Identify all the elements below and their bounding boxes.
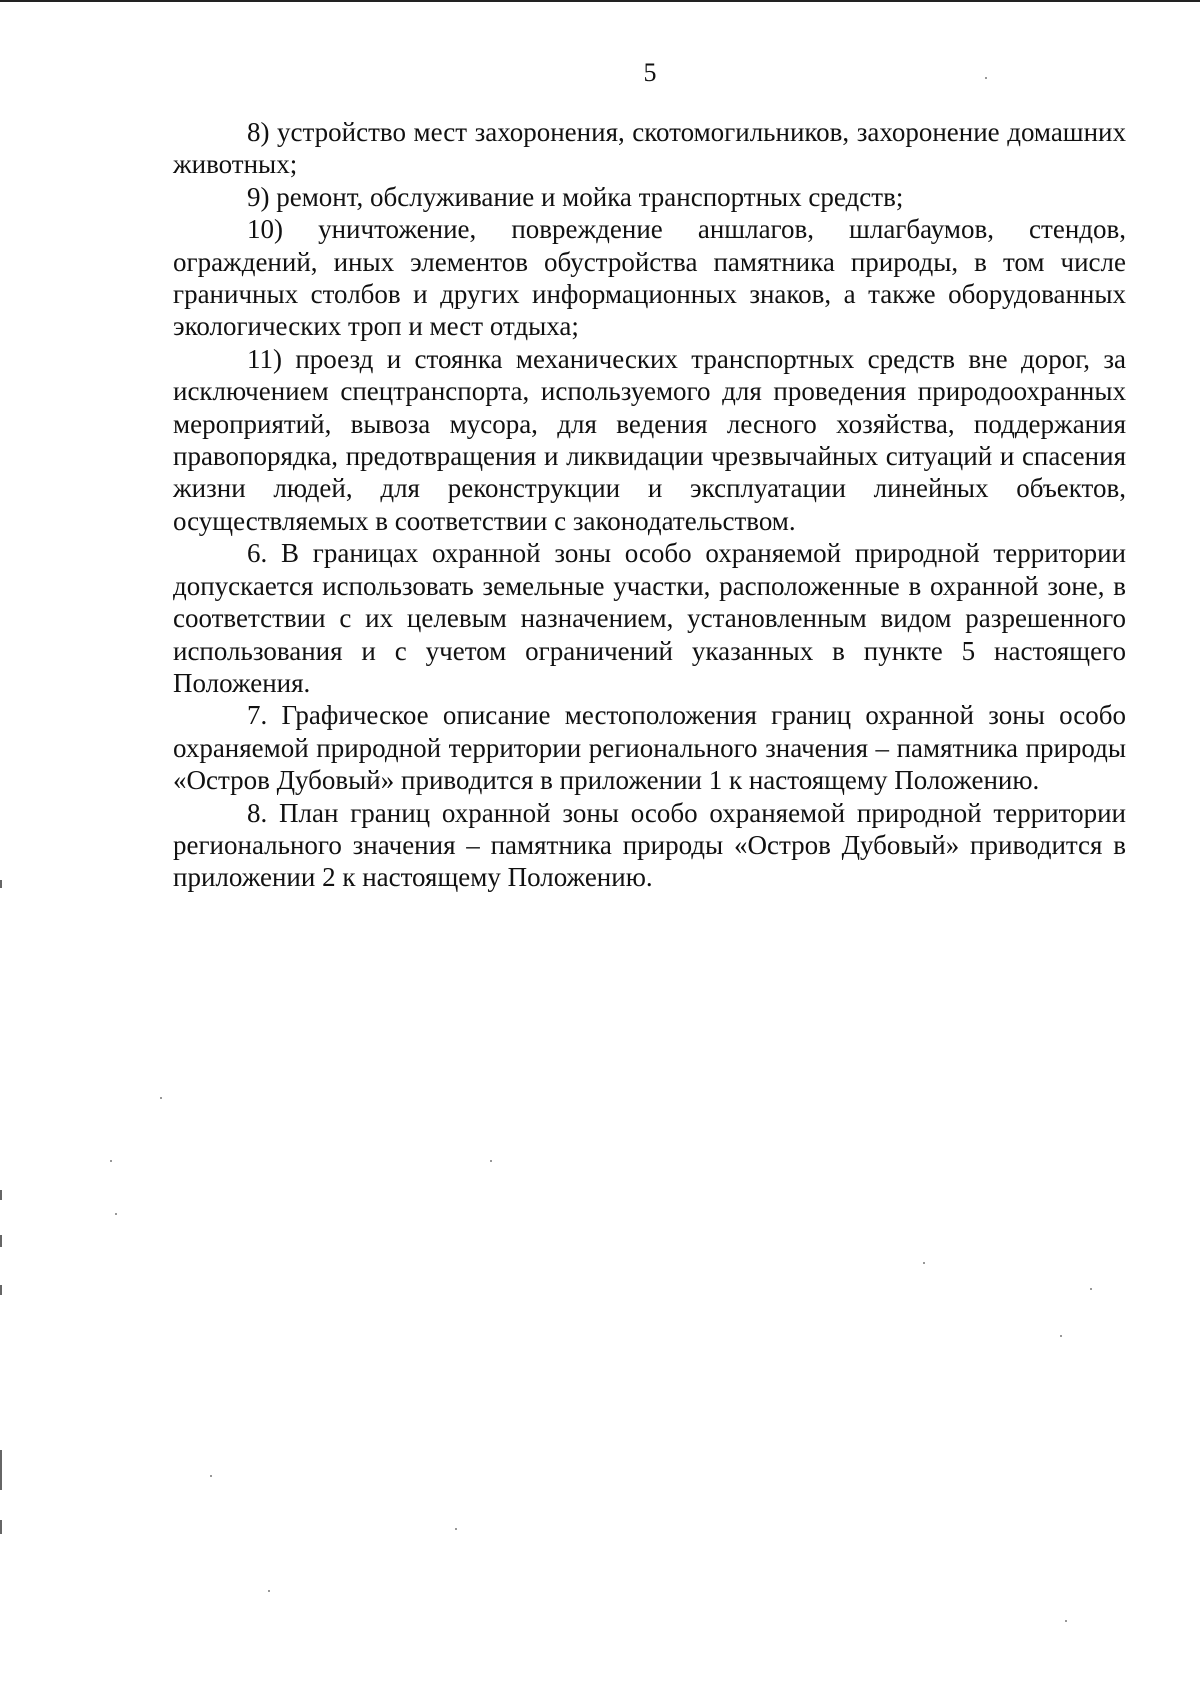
scan-speck [160, 1097, 162, 1099]
scan-speck [923, 1262, 925, 1264]
scan-top-edge [0, 0, 1200, 2]
list-item-9: 9) ремонт, обслуживание и мойка транспортных средств; [247, 181, 904, 212]
scan-edge-mark [0, 1190, 2, 1200]
scan-edge-mark [0, 880, 2, 888]
scan-speck [985, 77, 987, 79]
document-body [173, 116, 1126, 894]
scan-edge-mark [0, 1235, 2, 1247]
list-item-10: 10) уничтожение, повреждение аншлагов, шлагбаумов, стендов, ограждений, иных элементов обустройства памятника природы, в том числе граничных столбов и других информационных знаков, а также оборудованных экологических троп и мест отдыха; [173, 214, 1126, 342]
scan-speck [210, 1475, 212, 1477]
section-7: 7. Графическое описание местоположения границ охранной зоны особо охраняемой природной территории регионального значения – памятника природы «Остров Дубовый» приводится в приложении 1 к настоящему Положению. [173, 700, 1126, 796]
page-number: 5 [643, 58, 657, 87]
scan-edge-mark [0, 1520, 2, 1534]
section-8: 8. План границ охранной зоны особо охраняемой природной территории регионального значения – памятника природы «Остров Дубовый» приводится в приложении 2 к настоящему Положению. [173, 797, 1126, 893]
list-item-11: 11) проезд и стоянка механических транспортных средств вне дорог, за исключением спецтранспорта, используемого для проведения природоохранных мероприятий, вывоза мусора, для ведения лесного хозяйства, поддержания правопорядка, предотвращения и ликвидации чрезвычайных ситуаций и спасения жизни людей, для реконструкции и эксплуатации линейных объектов, осуществляемых в соответствии с законодательством. [173, 343, 1126, 536]
scan-speck [115, 1213, 117, 1215]
scan-speck [490, 1160, 492, 1162]
scan-speck [268, 1590, 270, 1592]
scan-speck [455, 1528, 457, 1530]
scan-speck [1090, 1288, 1092, 1290]
list-item-8: 8) устройство мест захоронения, скотомогильников, захоронение домашних животных; [173, 117, 1126, 180]
scan-edge-mark [0, 1285, 2, 1295]
scan-speck [110, 1160, 112, 1162]
scan-edge-mark [0, 1450, 2, 1490]
scan-speck [1065, 1620, 1067, 1622]
section-6: 6. В границах охранной зоны особо охраняемой природной территории допускается использовать земельные участки, расположенные в охранной зоне, в соответствии с их целевым назначением, установленным видом разрешенного использования и с учетом ограничений указанных в пункте 5 настоящего Положения. [173, 538, 1126, 698]
scan-speck [1060, 1335, 1062, 1337]
